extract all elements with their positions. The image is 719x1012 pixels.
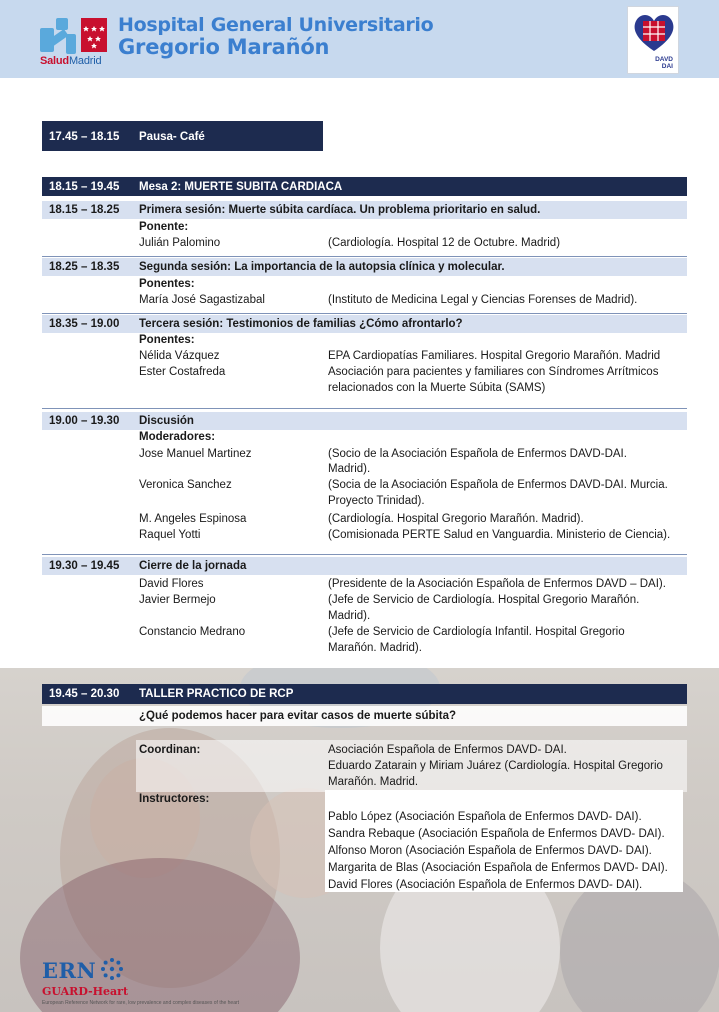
davd-dai-label: DAVD DAI [655, 56, 673, 70]
session1-title: Primera sesión: Muerte súbita cardíaca. Un problema prioritario en salud. [139, 204, 541, 216]
ern-text: ERN [42, 958, 97, 983]
closing-speaker-name: David Flores [139, 578, 204, 590]
moderator-affiliation: (Socia de la Asociación Española de Enfermos DAVD-DAI. Murcia. [328, 479, 668, 491]
moderator-affiliation-cont: Proyecto Trinidad). [328, 495, 425, 507]
davd-dai-logo [627, 6, 679, 74]
header-band [0, 0, 719, 78]
divider [42, 313, 687, 314]
guard-heart-text: GUARD-Heart [42, 985, 129, 998]
taller-time: 19.45 – 20.30 [49, 688, 120, 700]
discusion-title: Discusión [139, 415, 194, 427]
moderator-affiliation: (Comisionada PERTE Salud en Vanguardia. Ministerio de Ciencia). [328, 529, 671, 541]
closing-speaker-name: Constancio Medrano [139, 626, 246, 638]
closing-speaker-affiliation: (Jefe de Servicio de Cardiología Infantil. Hospital Gregorio [328, 626, 625, 638]
pausa-time: 17.45 – 18.15 [49, 131, 120, 143]
moderator-name: M. Angeles Espinosa [139, 513, 247, 525]
closing-speaker-affiliation-cont: Marañón. Madrid). [328, 642, 422, 654]
davd-heart-icon [628, 7, 680, 57]
speaker-affiliation: (Cardiología. Hospital 12 de Octubre. Madrid) [328, 237, 561, 249]
divider [42, 554, 687, 555]
speaker-affiliation: EPA Cardiopatías Familiares. Hospital Gregorio Marañón. Madrid [328, 350, 661, 362]
speaker-name: María José Sagastizabal [139, 294, 265, 306]
salud-madrid-wordmark [40, 55, 101, 67]
coord-label: Coordinan: [139, 744, 201, 756]
pausa-title: Pausa- Café [139, 131, 205, 143]
instructors-label: Instructores: [139, 793, 210, 805]
ern-network-icon [100, 957, 124, 981]
moderator-name: Jose Manuel Martinez [139, 448, 252, 460]
session2-role: Ponentes: [139, 278, 195, 290]
coord-line: Eduardo Zatarain y Miriam Juárez (Cardiología. Hospital Gregorio [328, 760, 663, 772]
hospital-title-line2: Gregorio Marañón [118, 34, 330, 59]
session3-time: 18.35 – 19.00 [49, 318, 120, 330]
discusion-role: Moderadores: [139, 431, 216, 443]
speaker-name: Ester Costafreda [139, 366, 226, 378]
cierre-title: Cierre de la jornada [139, 560, 247, 572]
instructor: David Flores (Asociación Española de Enfermos DAVD- DAI). [328, 879, 643, 891]
instructor: Pablo López (Asociación Española de Enfermos DAVD- DAI). [328, 811, 642, 823]
moderator-affiliation-cont: Madrid). [328, 463, 371, 475]
instructor: Margarita de Blas (Asociación Española de Enfermos DAVD- DAI). [328, 862, 668, 874]
closing-speaker-name: Javier Bermejo [139, 594, 216, 606]
cierre-time: 19.30 – 19.45 [49, 560, 120, 572]
taller-title: TALLER PRACTICO DE RCP [139, 688, 294, 700]
moderator-affiliation: (Cardiología. Hospital Gregorio Marañón. Madrid). [328, 513, 584, 525]
session3-title: Tercera sesión: Testimonios de familias ¿Cómo afrontarlo? [139, 318, 463, 330]
closing-speaker-affiliation: (Jefe de Servicio de Cardiología. Hospital Gregorio Marañón. [328, 594, 640, 606]
closing-speaker-affiliation: (Presidente de la Asociación Española de Enfermos DAVD – DAI). [328, 578, 666, 590]
speaker-name: Julián Palomino [139, 237, 221, 249]
hospital-title-line1: Hospital General Universitario [118, 14, 434, 36]
instructor: Alfonso Moron (Asociación Española de Enfermos DAVD- DAI). [328, 845, 652, 857]
divider [42, 256, 687, 257]
moderator-name: Veronica Sanchez [139, 479, 232, 491]
coord-line: Marañón. Madrid. [328, 776, 419, 788]
session1-time: 18.15 – 18.25 [49, 204, 120, 216]
madrid-text: Madrid [68, 55, 102, 67]
speaker-affiliation-cont: relacionados con la Muerte Súbita (SAMS) [328, 382, 546, 394]
ern-subtitle: European Reference Network for rare, low prevalence and complex diseases of the heart [42, 1000, 240, 1006]
divider [42, 408, 687, 409]
discusion-time: 19.00 – 19.30 [49, 415, 120, 427]
salud-text: Salud [40, 55, 69, 67]
session1-role: Ponente: [139, 221, 189, 233]
hospital-title [118, 16, 433, 58]
taller-question: ¿Qué podemos hacer para evitar casos de muerte súbita? [139, 710, 456, 722]
speaker-affiliation: (Instituto de Medicina Legal y Ciencias Forenses de Madrid). [328, 294, 638, 306]
closing-speaker-affiliation-cont: Madrid). [328, 610, 371, 622]
coord-line: Asociación Española de Enfermos DAVD- DAI. [328, 744, 567, 756]
mesa2-time: 18.15 – 19.45 [49, 181, 120, 193]
speaker-affiliation: Asociación para pacientes y familiares con Síndromes Arrítmicos [328, 366, 659, 378]
moderator-affiliation: (Socio de la Asociación Española de Enfermos DAVD-DAI. [328, 448, 627, 460]
session3-role: Ponentes: [139, 334, 195, 346]
session2-title: Segunda sesión: La importancia de la autopsia clínica y molecular. [139, 261, 505, 273]
instructor: Sandra Rebaque (Asociación Española de Enfermos DAVD- DAI). [328, 828, 665, 840]
session2-time: 18.25 – 18.35 [49, 261, 120, 273]
mesa2-title: Mesa 2: MUERTE SUBITA CARDIACA [139, 181, 343, 193]
moderator-name: Raquel Yotti [139, 529, 201, 541]
speaker-name: Nélida Vázquez [139, 350, 220, 362]
ern-logo-text [42, 957, 124, 983]
